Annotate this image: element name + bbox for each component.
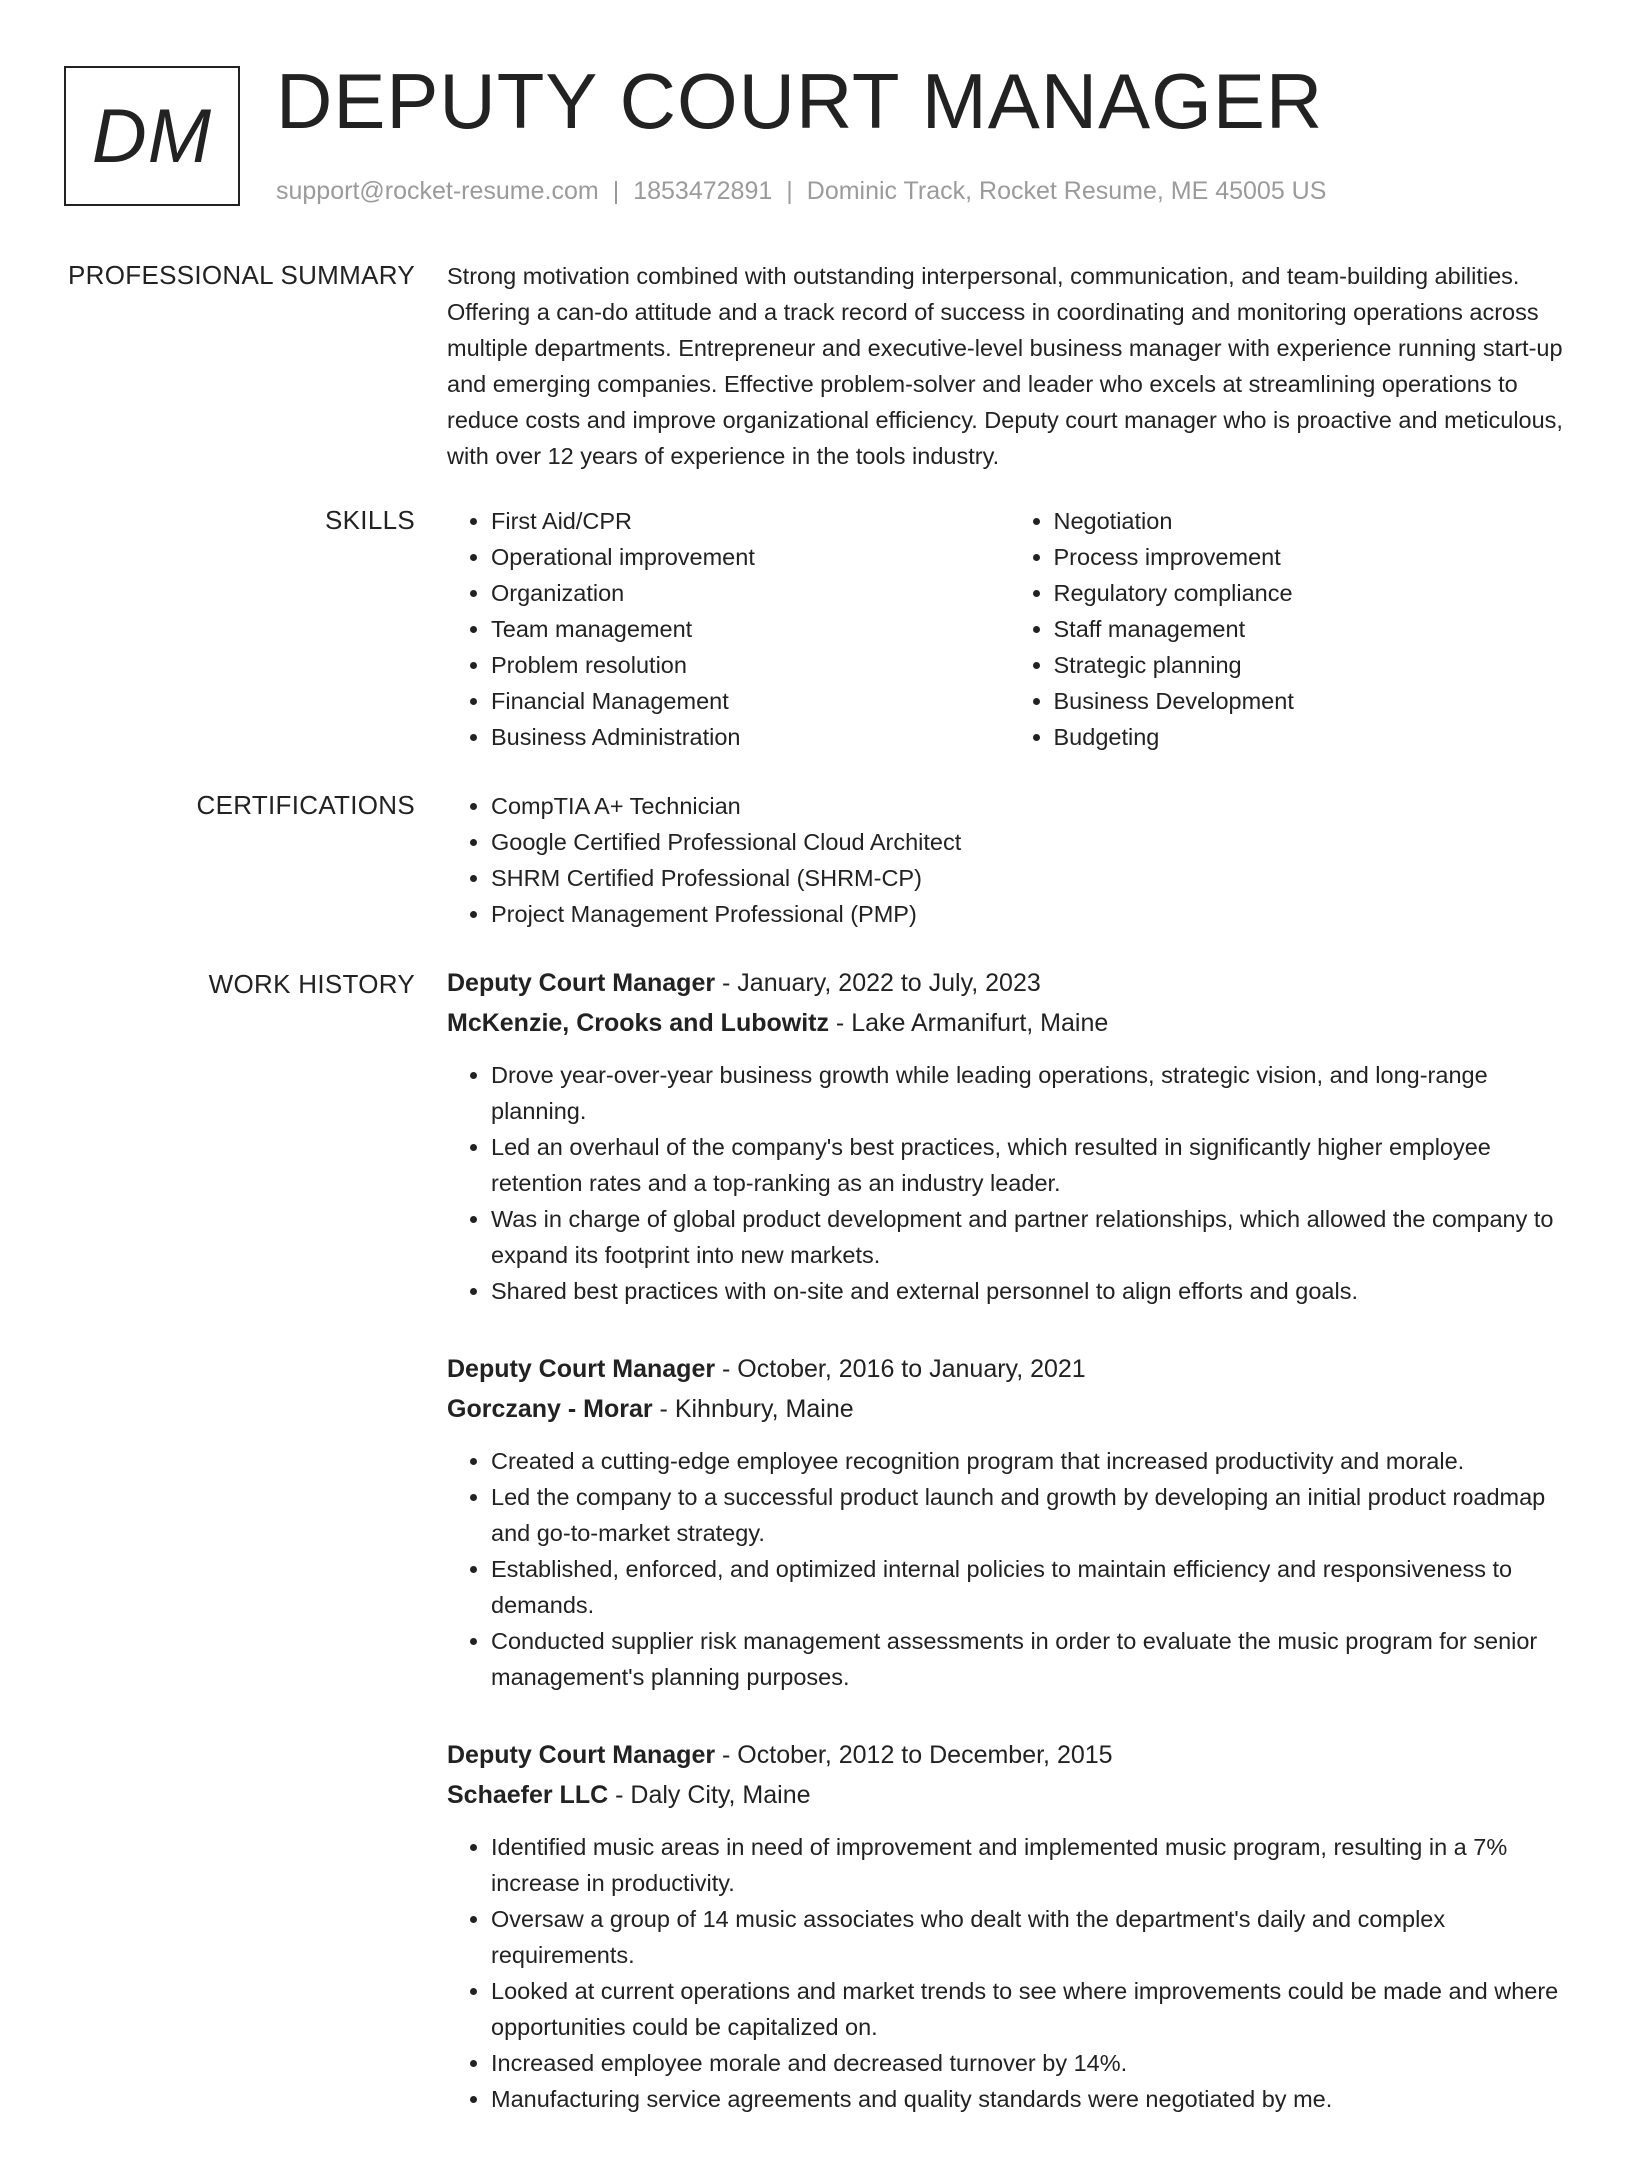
skill-item: • First Aid/CPR (491, 503, 1010, 539)
separator: | (612, 177, 620, 205)
separator: | (786, 177, 793, 205)
skill-item: • Staff management (1054, 611, 1573, 647)
job-location: - Lake Armanifurt, Maine (828, 1009, 1109, 1037)
job-company-line (447, 1775, 1572, 1815)
monogram: DM (64, 66, 240, 206)
job-company-line (447, 1003, 1572, 1043)
page-title: DEPUTY COURT MANAGER (276, 57, 1324, 145)
skills-body (447, 503, 1572, 755)
skill-item: • Strategic planning (1054, 647, 1573, 683)
section-heading-certifications: CERTIFICATIONS (196, 790, 415, 820)
job-bullet: • Drove year-over-year business growth while leading operations, strategic vision, and long-range planning. (491, 1057, 1572, 1129)
section-heading-work: WORK HISTORY (208, 969, 415, 999)
job-bullet: • Was in charge of global product development and partner relationships, which allowed the company to expand its footprint into new markets. (491, 1201, 1572, 1273)
job-title: Deputy Court Manager (447, 1355, 716, 1383)
skill-item: • Negotiation (1054, 503, 1573, 539)
skills-list-left (447, 503, 1010, 755)
job-company: McKenzie, Crooks and Lubowitz (447, 1009, 829, 1037)
skill-item: • Budgeting (1054, 719, 1573, 755)
job-dates: - January, 2022 to July, 2023 (715, 969, 1041, 997)
job-title: Deputy Court Manager (447, 1741, 716, 1769)
job-bullet: • Identified music areas in need of improvement and implemented music program, resulting in a 7% increase in productivity. (491, 1829, 1572, 1901)
job-entry (447, 963, 1572, 1309)
contact-address: Dominic Track, Rocket Resume, ME 45005 US (806, 177, 1327, 205)
job-bullet: • Led the company to a successful product launch and growth by developing an initial product roadmap and go-to-market strategy. (491, 1479, 1572, 1551)
job-title-line (447, 963, 1572, 1003)
skill-item: • Regulatory compliance (1054, 575, 1573, 611)
job-company: Schaefer LLC (447, 1781, 609, 1809)
job-location: - Daly City, Maine (608, 1781, 811, 1809)
skill-item: • Business Development (1054, 683, 1573, 719)
job-bullet: • Conducted supplier risk management assessments in order to evaluate the music program for senior management's planning purposes. (491, 1623, 1572, 1695)
contact-email: support@rocket-resume.com (276, 177, 599, 205)
job-location: - Kihnbury, Maine (652, 1395, 854, 1423)
job-dates: - October, 2016 to January, 2021 (715, 1355, 1086, 1383)
job-bullet: • Increased employee morale and decreased turnover by 14%. (491, 2045, 1572, 2081)
section-heading-summary: PROFESSIONAL SUMMARY (68, 260, 415, 290)
certifications-body (447, 788, 1572, 932)
job-bullet: • Manufacturing service agreements and quality standards were negotiated by me. (491, 2081, 1572, 2117)
job-bullet: • Led an overhaul of the company's best practices, which resulted in significantly higher employee retention rates and a top-ranking as an industry leader. (491, 1129, 1572, 1201)
job-company-line (447, 1389, 1572, 1429)
certification-item: • CompTIA A+ Technician (491, 788, 1572, 824)
section-heading-skills: SKILLS (325, 505, 415, 535)
job-title: Deputy Court Manager (447, 969, 716, 997)
job-bullets (447, 1829, 1572, 2117)
skill-item: • Process improvement (1054, 539, 1573, 575)
job-bullet: • Shared best practices with on-site and external personnel to align efforts and goals. (491, 1273, 1572, 1309)
skill-item: • Operational improvement (491, 539, 1010, 575)
skills-list-right (1010, 503, 1573, 755)
job-title-line (447, 1735, 1572, 1775)
certification-item: • SHRM Certified Professional (SHRM-CP) (491, 860, 1572, 896)
summary-body (447, 258, 1572, 474)
skill-item: • Financial Management (491, 683, 1010, 719)
job-entry (447, 1735, 1572, 2117)
work-history-body (447, 963, 1572, 2157)
skill-item: • Organization (491, 575, 1010, 611)
contact-phone: 1853472891 (633, 177, 773, 205)
job-bullets (447, 1443, 1572, 1695)
job-title-line (447, 1349, 1572, 1389)
job-company: Gorczany - Morar (447, 1395, 653, 1423)
contact-line (276, 174, 1326, 208)
skill-item: • Problem resolution (491, 647, 1010, 683)
summary-text: Strong motivation combined with outstanding interpersonal, communication, and team-building abilities. Offering a can-do attitude and a track record of success in coordinating and monitoring operations across multiple departments. Entrepreneur and executive-level business manager with experience running start-up and emerging companies. Effective problem-solver and leader who excels at streamlining operations to reduce costs and improve organizational efficiency. Deputy court manager who is proactive and meticulous, with over 12 years of experience in the tools industry. (447, 263, 1563, 469)
job-bullets (447, 1057, 1572, 1309)
certification-item: • Project Management Professional (PMP) (491, 896, 1572, 932)
job-bullet: • Established, enforced, and optimized internal policies to maintain efficiency and responsiveness to demands. (491, 1551, 1572, 1623)
job-dates: - October, 2012 to December, 2015 (715, 1741, 1113, 1769)
skill-item: • Business Administration (491, 719, 1010, 755)
job-bullet: • Created a cutting-edge employee recognition program that increased productivity and morale. (491, 1443, 1572, 1479)
job-entry (447, 1349, 1572, 1695)
certifications-list (447, 788, 1572, 932)
job-bullet: • Looked at current operations and market trends to see where improvements could be made and where opportunities could be capitalized on. (491, 1973, 1572, 2045)
job-bullet: • Oversaw a group of 14 music associates who dealt with the department's daily and complex requirements. (491, 1901, 1572, 1973)
skill-item: • Team management (491, 611, 1010, 647)
certification-item: • Google Certified Professional Cloud Architect (491, 824, 1572, 860)
